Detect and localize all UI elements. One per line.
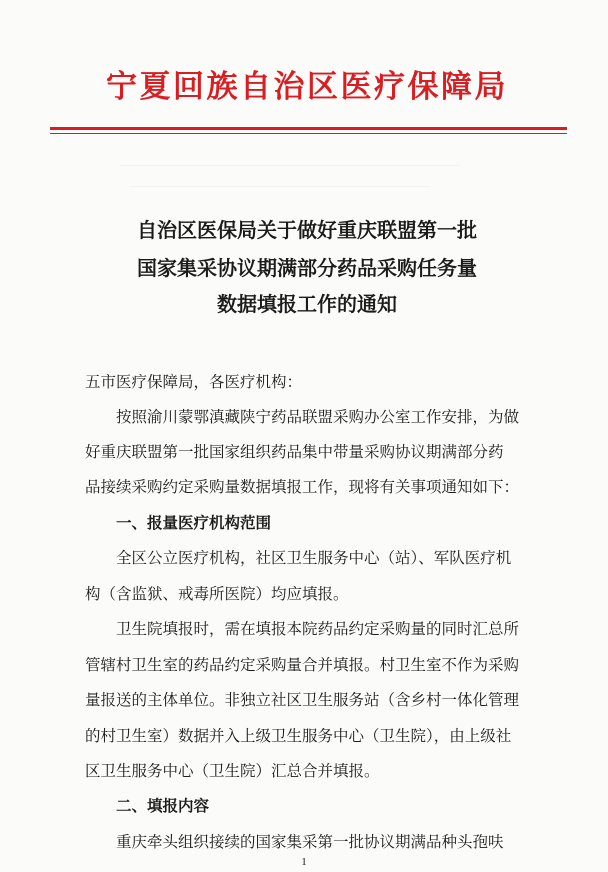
section1-line: 管辖村卫生室的药品约定采购量合并填报。村卫生室不作为采购	[85, 656, 520, 674]
section1-line: 的村卫生室）数据并入上级卫生服务中心（卫生院），由上级社	[85, 727, 512, 745]
salutation: 五市医疗保障局，各医疗机构：	[85, 373, 303, 391]
letterhead-red-rule-thin	[50, 133, 567, 134]
section1-line: 量报送的主体单位。非独立社区卫生服务站（含乡村一体化管理	[85, 691, 520, 709]
bleed-through-mark	[120, 165, 460, 166]
page-number: 1	[301, 856, 307, 868]
section1-line: 区卫生服务中心（卫生院）汇总合并填报。	[85, 762, 380, 780]
section-heading-1: 一、报量医疗机构范围	[116, 514, 272, 532]
section1-line: 构（含监狱、戒毒所医院）均应填报。	[85, 585, 349, 603]
section1-line: 卫生院填报时，需在填报本院药品约定采购量的同时汇总所	[116, 620, 520, 638]
intro-line: 品接续采购约定采购量数据填报工作，现将有关事项通知如下：	[85, 478, 520, 496]
letterhead-agency-name: 宁夏回族自治区医疗保障局	[106, 69, 508, 105]
section-heading-2: 二、填报内容	[116, 797, 210, 815]
intro-line: 按照渝川蒙鄂滇藏陕宁药品联盟采购办公室工作安排，为做	[116, 408, 520, 426]
document-title-line-2: 国家集采协议期满部分药品采购任务量	[137, 256, 477, 280]
section2-line: 重庆牵头组织接续的国家集采第一批协议期满品种头孢呋	[116, 833, 504, 851]
bleed-through-mark	[130, 186, 430, 187]
letterhead-red-rule	[50, 127, 567, 130]
document-title-line-3: 数据填报工作的通知	[217, 292, 397, 316]
section1-line: 全区公立医疗机构，社区卫生服务中心（站）、军队医疗机	[116, 549, 512, 567]
document-title-line-1: 自治区医保局关于做好重庆联盟第一批	[137, 218, 477, 242]
intro-line: 好重庆联盟第一批国家组织药品集中带量采购协议期满部分药	[85, 443, 504, 461]
